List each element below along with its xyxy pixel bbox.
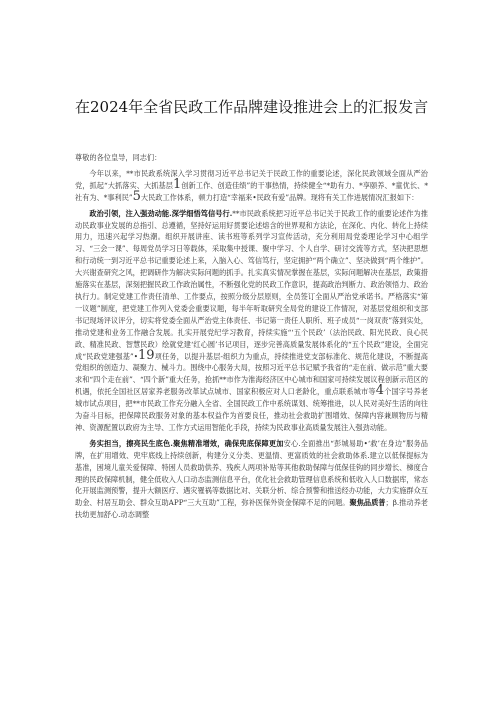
- intro-number-2: 5: [132, 188, 141, 204]
- intro-text-b: 创新工作、创造佳绩”的干事热情，持续健全“*助有力、*享颐养、*童优长、*社有为、*事利民”: [75, 180, 428, 202]
- paragraph-1-number-2: 4: [375, 383, 384, 399]
- document-title: 在2024年全省民政工作品牌建设推进会上的汇报发言: [75, 98, 429, 116]
- paragraph-political-guidance: [75, 208, 428, 434]
- intro-paragraph: [75, 168, 428, 204]
- salutation: 尊敬的各位皇导，同志们：: [75, 153, 162, 162]
- intro-number-1: 1: [172, 176, 182, 192]
- paragraph-1-text-c: 个国字号养老城市试点项目，把**市民政工作充分融入全省、全国民政工作中系统谋划、统筹推进，以人民对美好生活的向往为奋斗目标，把保障民政服务对象的基本权益作为首要良任，推动社会救助扩围增效、保障内容兼顾物历与精神、资源配置以政府为主导、工作方式运用智能化手段，持续为民政事业高质量发展注入强劲动能。: [75, 387, 428, 432]
- document-body: [75, 152, 428, 525]
- paragraph-2-text-b: ；β.推动养老扶幼更加舒心.动态调整: [75, 498, 428, 520]
- paragraph-2-lead: 务实担当，擦亮民生底色.聚焦精准增效，确保兜底保障更加: [89, 438, 284, 448]
- paragraph-2-lead-2: 聚焦品质普: [349, 498, 386, 508]
- intro-text-a: 今年以来，**市民政系统深入学习贯彻习近平总书记关于民政工作的重要论述，深化民政领域全面从严治党，抓起“大抓落实、大抓基层: [75, 168, 428, 190]
- paragraph-1-text-a: **市民政系统把习近平总书记关于民政工作的重要论述作为推动民政事业发展的总指引、总遵循，坚持好运用好贯要论述熔含的世界观和方法论，在深化、内化、转化上持续用力，迅速兴起学习热潮。组织开展讲座、读书班等系列学习宣传活动，充分利用局党委理论学习中心组学习、“三会一课”、每周党员学习日等载体，采取集中授课、聚中学习、个人自学、研讨交流等方式，坚决把思想和行动统一到习近平总书记重要论述上来，入脑入心、笃信笃行，坚定拥护“两个确立”、坚决做到“两个维护”。大兴谢查研究之风，把调研作为解决实际问题的抓手。扎实真实情况掌握在基层，实际问题解决在基层，政策措施落实在基层，深刻把握民政工作政治属性，不断强化党的民政工作意识，提高政治判断力、政治领悟力、政治执行力。制定党建工作责任清单、工作要点，按照分级分层原则，全员签订全面从严治党承诺书。严格落实“第一议题”制度，把党建工作列入党委会重要议题，每半年听取研究全局党的建设工作情况，对基层党组织和支部书记现场评议评分，切实将党委全面从严治党主体责任、书记第一责任人职所、班子成员“一岗双责”落到实处，推动党建和业务工作融合发展。扎实开展党纪学习教育，持续实施“‘五个民政’（法治民政、阳光民政、良心民政、精准民政、智慧民政）绘就党建‘红心圆’书记项目，逐步完善高质量发展体系化的“五个民政”建设，全面完成“民政党建强基”•: [75, 208, 428, 361]
- paragraph-livelihood: [75, 438, 428, 521]
- paragraph-1-lead: 政治引领，注入强劲动能.深学细悟笃信号行.: [89, 208, 233, 218]
- paragraph-1-text-b: 项任务，以提升基层-组织力为重点，持续推进党支部标准化、规范化建设，不断提高党组织的创造力、凝聚力、械斗力。围绕中心服务大局，按照习近平总书记赋予我省的“走在前、做示范”重大要求和“四个走在前”、“四个新”重大任务，抢抓**市作为淮海经济区中心城市和国家可持续发展议程创新示范区的机遇，依托全国社区居家养老服务改革试点城市、国家积极应对人口老龄化，重点联系城市等: [75, 351, 428, 397]
- paragraph-2-text-a: 安心.全面推出“彭城易助•‘救’在身边”服务品牌，在扩用增效、兜牢底线上持续创新，构建分义分类、更温情、更富质效的社会救助体系.建立以低保提标为基准，困境儿童关爱保障、特困人员救助供养、残疾人两项补贴等其他救助保障与低保佳钩的同步增长、梯度合理的民政保障机制，健全低收入人口动态监测信息平台，优化社会救助管理信息系统和低收入人口数据库，常态化开展监测预警，提升大额医疗、遇灾罹祸等数据比对、关联分析、综合预警和推送经办功能，大力实施群众互助金、村居互助会、群众互助APP“三大互助”工程，弥补医保外资金保障不足的问题。: [75, 438, 428, 508]
- paragraph-1-number-1: 19: [137, 347, 155, 363]
- intro-text-c: 大民政工作体系，顿力打造“幸福来•民政有爱”品牌。现将有关工作进展情况汇报如下：: [140, 192, 419, 202]
